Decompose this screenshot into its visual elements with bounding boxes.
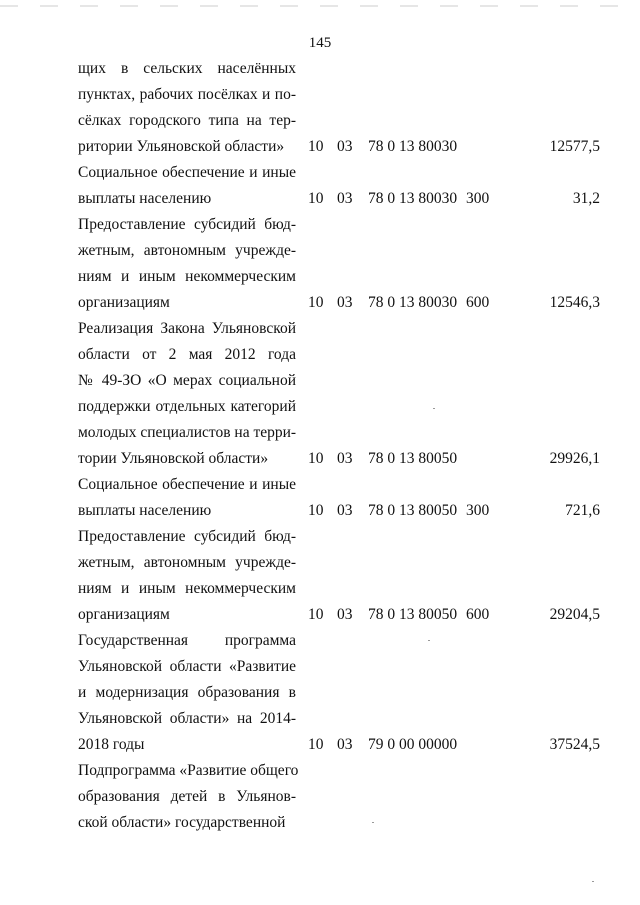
row-description [78, 160, 296, 212]
target-article-code: 78 0 13 80050 [368, 502, 458, 519]
target-article-code: 79 0 00 00000 [368, 736, 458, 753]
row-description [78, 472, 296, 524]
amount: 29926,1 [549, 450, 600, 467]
scan-artifact-top [0, 5, 640, 7]
description-line: ниям и иным некоммерческим [78, 580, 296, 597]
description-line: жетным, автономным учрежде- [78, 554, 296, 571]
target-article-code: 78 0 13 80050 [368, 606, 458, 623]
description-line: выплаты населению [78, 190, 212, 207]
section-code: 10 [308, 736, 324, 753]
subsection-code: 03 [337, 450, 353, 467]
expense-type-code: 300 [466, 502, 490, 519]
target-article-code: 78 0 13 80030 [368, 138, 458, 155]
description-line: тории Ульяновской области» [78, 450, 269, 467]
section-code: 10 [308, 606, 324, 623]
amount: 721,6 [565, 502, 600, 519]
description-line: Государственная программа [78, 632, 296, 649]
target-article-code: 78 0 13 80030 [368, 294, 458, 311]
description-line: жетным, автономным учрежде- [78, 242, 296, 259]
amount: 12546,3 [549, 294, 600, 311]
row-description [78, 316, 296, 472]
expense-type-code: 600 [466, 294, 490, 311]
scan-speck [592, 881, 594, 882]
description-line: образования детей в Ульянов- [78, 788, 296, 805]
amount: 37524,5 [549, 736, 600, 753]
description-line: Подпрограмма «Развитие общего [78, 762, 299, 779]
description-line: поддержки отдельных категорий [78, 398, 296, 415]
subsection-code: 03 [337, 190, 353, 207]
section-code: 10 [308, 190, 324, 207]
section-code: 10 [308, 450, 324, 467]
description-line: организациям [78, 294, 170, 311]
description-line: щих в сельских населённых [78, 60, 296, 77]
description-line: организациям [78, 606, 170, 623]
description-line: выплаты населению [78, 502, 212, 519]
description-line: молодых специалистов на терри- [78, 424, 297, 441]
row-description [78, 212, 296, 316]
expense-type-code: 600 [466, 606, 490, 623]
row-description [78, 758, 299, 836]
subsection-code: 03 [337, 294, 353, 311]
scan-speck [433, 408, 435, 409]
description-line: Предоставление субсидий бюд- [78, 216, 296, 233]
description-line: Реализация Закона Ульяновской [78, 320, 296, 337]
description-line: № 49-ЗО «О мерах социальной [78, 372, 296, 389]
row-description [78, 628, 296, 758]
row-description [78, 56, 296, 160]
row-description [78, 524, 296, 628]
description-line: ниям и иным некоммерческим [78, 268, 296, 285]
description-line: ритории Ульяновской области» [78, 138, 285, 155]
section-code: 10 [308, 138, 324, 155]
expense-type-code: 300 [466, 190, 490, 207]
amount: 12577,5 [549, 138, 600, 155]
target-article-code: 78 0 13 80030 [368, 190, 458, 207]
description-line: Социальное обеспечение и иные [78, 164, 296, 181]
section-code: 10 [308, 294, 324, 311]
description-line: сёлках городского типа на тер- [78, 112, 296, 129]
description-line: Предоставление субсидий бюд- [78, 528, 296, 545]
subsection-code: 03 [337, 138, 353, 155]
subsection-code: 03 [337, 502, 353, 519]
description-line: пунктах, рабочих посёлках и по- [78, 86, 296, 103]
subsection-code: 03 [337, 606, 353, 623]
scan-speck [428, 640, 430, 641]
description-line: и модернизация образования в [78, 684, 296, 701]
description-line: Ульяновской области «Развитие [78, 658, 296, 675]
description-line: области от 2 мая 2012 года [78, 346, 296, 363]
amount: 31,2 [572, 190, 600, 207]
description-line: Ульяновской области» на 2014- [78, 710, 296, 727]
scan-speck [372, 822, 374, 823]
description-line: ской области» государственной [78, 814, 286, 831]
page-number: 145 [308, 35, 332, 51]
description-line: Социальное обеспечение и иные [78, 476, 296, 493]
section-code: 10 [308, 502, 324, 519]
description-line: 2018 годы [78, 736, 145, 753]
amount: 29204,5 [549, 606, 600, 623]
target-article-code: 78 0 13 80050 [368, 450, 458, 467]
subsection-code: 03 [337, 736, 353, 753]
